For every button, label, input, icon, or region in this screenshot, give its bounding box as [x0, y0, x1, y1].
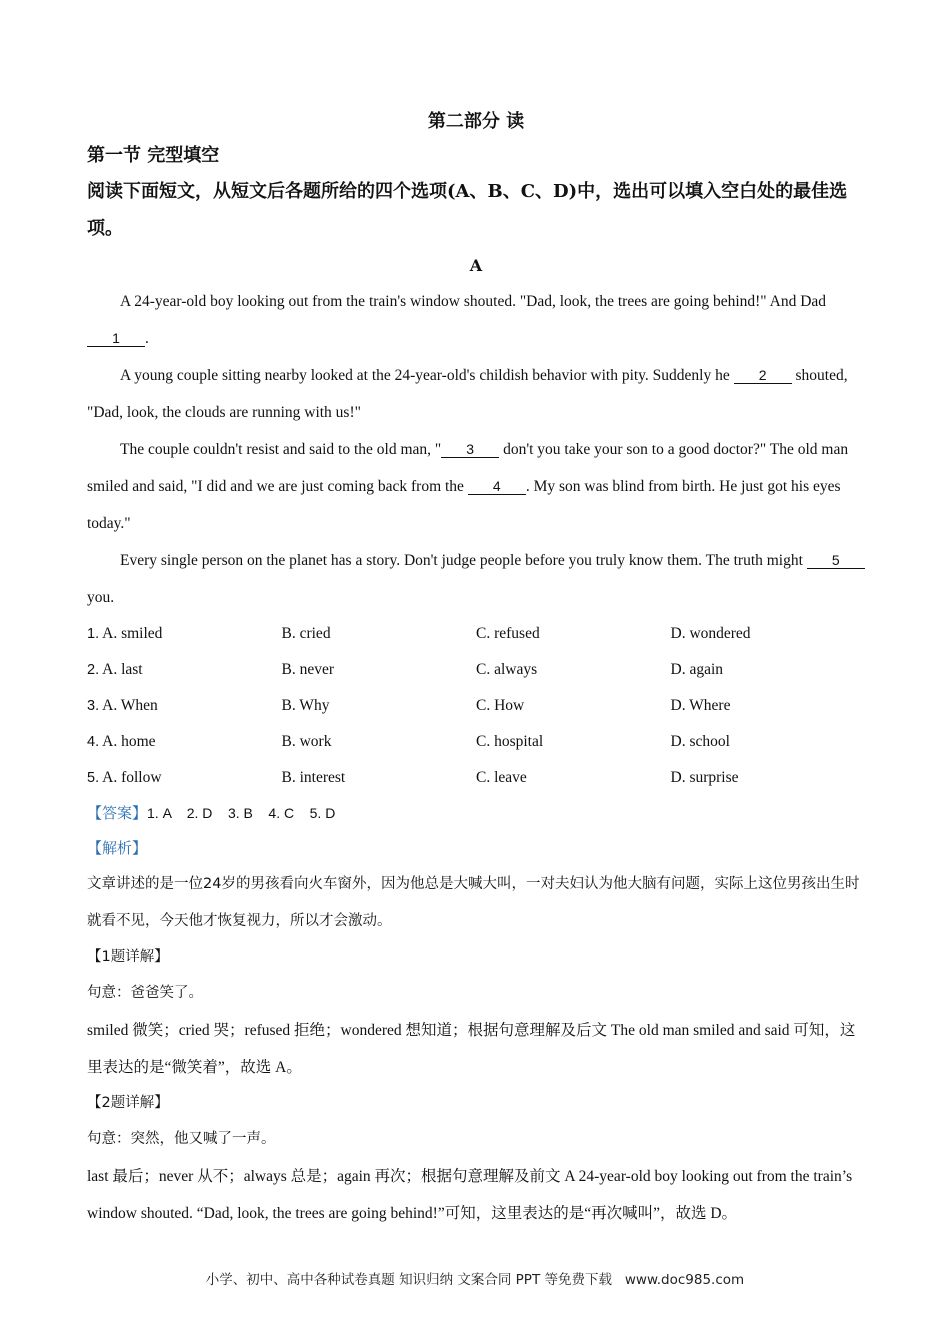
option-a: A. When: [102, 697, 158, 714]
analysis-tag: 【解析】: [87, 839, 148, 857]
question-number: 2.: [87, 662, 100, 678]
q2-heading: 【2题详解】: [87, 1095, 169, 1111]
question-number: 3.: [87, 698, 100, 714]
option-d: D. school: [670, 733, 730, 750]
section-heading: 第一节 完型填空: [87, 145, 220, 166]
option-row: [87, 688, 865, 724]
option-row: [87, 616, 865, 652]
page-footer: 小学、初中、高中各种试卷真题 知识归纳 文案合同 PPT 等免费下载 www.doc985.com: [205, 1272, 745, 1288]
option-d: D. again: [670, 661, 724, 678]
option-d: D. wondered: [670, 625, 751, 642]
option-a: A. smiled: [102, 625, 163, 642]
answer-tag: 【答案】: [87, 804, 148, 822]
part-title: 第二部分 读: [427, 111, 525, 132]
option-a: A. last: [102, 661, 143, 678]
option-d: D. surprise: [670, 769, 739, 786]
option-b: B. interest: [281, 769, 346, 786]
option-a: A. follow: [102, 769, 162, 786]
option-row: [87, 724, 865, 760]
option-c: C. leave: [476, 769, 527, 786]
q1-meaning: 句意：爸爸笑了。: [87, 985, 203, 1001]
analysis-line: [87, 831, 865, 866]
q1-heading: 【1题详解】: [87, 949, 169, 965]
answer-text: 1. A 2. D 3. B 4. C 5. D: [147, 805, 336, 821]
question-number: 4.: [87, 734, 100, 750]
passage-paragraph-2: A young couple sitting nearby looked at the 24-year-old's childish behavior with pity. Suddenly he 2 shouted, "Dad, look, the clouds are running with us!": [87, 367, 848, 421]
blank-2: 2: [734, 367, 792, 384]
document-page: [87, 105, 865, 1232]
answer-line: [87, 796, 865, 831]
blank-4: 4: [468, 478, 526, 495]
question-number: 5.: [87, 770, 100, 786]
option-c: C. hospital: [476, 733, 544, 750]
passage-paragraph-4: Every single person on the planet has a story. Don't judge people before you truly know them. The truth might 5 you.: [87, 542, 865, 616]
instruction: 阅读下面短文，从短文后各题所给的四个选项(A、B、C、D)中，选出可以填入空白处的最佳选项。: [87, 181, 848, 239]
q1-detail: smiled 微笑；cried 哭；refused 拒绝；wondered 想知道；根据句意理解及后文 The old man smiled and said 可知，这里表达的是“微笑着”，故选 A。: [87, 1022, 856, 1076]
q2-meaning: 句意：突然，他又喊了一声。: [87, 1131, 276, 1147]
analysis-summary: 文章讲述的是一位24岁的男孩看向火车窗外，因为他总是大喊大叫，一对夫妇认为他大脑有问题，实际上这位男孩出生时就看不见，今天他才恢复视力，所以才会激动。: [87, 876, 860, 929]
options-list: [87, 616, 865, 796]
option-row: [87, 760, 865, 796]
q2-detail: last 最后；never 从不；always 总是；again 再次；根据句意理解及前文 A 24-year-old boy looking out from the train’s window shouted. “Dad, look, the trees are going behind!”可知，这里表达的是“再次喊叫”，故选 D。: [87, 1168, 853, 1222]
option-b: B. cried: [281, 625, 331, 642]
option-a: A. home: [102, 733, 156, 750]
option-b: B. never: [281, 661, 335, 678]
question-number: 1.: [87, 626, 100, 642]
blank-3: 3: [441, 441, 499, 458]
option-c: C. refused: [476, 625, 540, 642]
passage-paragraph-3: The couple couldn't resist and said to the old man, " 3 don't you take your son to a good doctor?" The old man smiled and said, "I did and we are just coming back from the 4 . My son was blind from birth. He just got his eyes today.": [87, 441, 849, 532]
blank-1: 1: [87, 330, 145, 347]
passage-paragraph-1: A 24-year-old boy looking out from the train's window shouted. "Dad, look, the trees are going behind!" And Dad 1 .: [87, 283, 865, 357]
option-b: B. Why: [281, 697, 330, 714]
passage-label: A: [469, 256, 483, 275]
option-c: C. How: [476, 697, 525, 714]
blank-5: 5: [807, 552, 865, 569]
option-d: D. Where: [670, 697, 731, 714]
option-c: C. always: [476, 661, 538, 678]
option-row: [87, 652, 865, 688]
option-b: B. work: [281, 733, 332, 750]
